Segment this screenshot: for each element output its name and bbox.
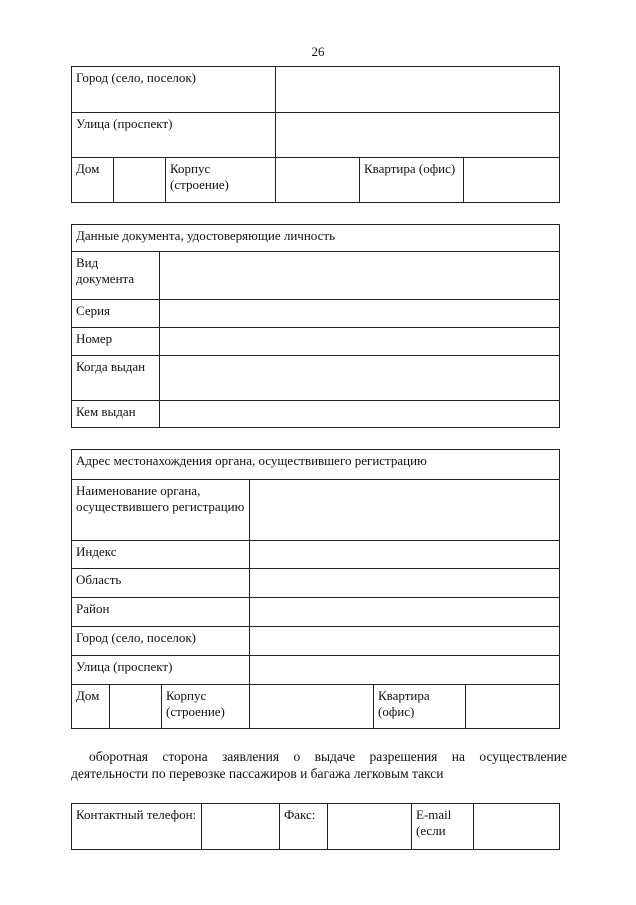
apartment-value-cell[interactable]	[464, 158, 560, 203]
authority-city-value-cell[interactable]	[250, 627, 560, 656]
email-label: E-mail (если	[416, 807, 452, 838]
apartment-label: Квартира (офис)	[364, 161, 456, 176]
house-label-cell	[72, 158, 114, 203]
authority-street-value-cell[interactable]	[250, 656, 560, 685]
issued-when-value-cell[interactable]	[160, 356, 560, 401]
authority-house-value-cell[interactable]	[110, 685, 162, 729]
doc-type-value-cell[interactable]	[160, 252, 560, 300]
street-value-cell[interactable]	[276, 113, 560, 158]
district-label: Район	[76, 601, 110, 616]
house-value-cell[interactable]	[114, 158, 166, 203]
region-value-cell[interactable]	[250, 569, 560, 598]
authority-building-label: Корпус (строение)	[166, 688, 225, 719]
number-label-cell	[72, 328, 160, 356]
city-label: Город (село, поселок)	[76, 70, 196, 85]
index-label-cell	[72, 541, 250, 569]
region-label: Область	[76, 572, 122, 587]
email-value-cell[interactable]	[474, 804, 560, 850]
address-table	[71, 66, 560, 203]
series-value-cell[interactable]	[160, 300, 560, 328]
authority-city-label-cell	[72, 627, 250, 656]
fax-label: Факс:	[284, 807, 316, 822]
phone-label-cell	[72, 804, 202, 850]
building-label: Корпус (строение)	[170, 161, 229, 192]
email-label-cell	[412, 804, 474, 850]
authority-name-label: Наименование органа, осуществившего регистрацию	[76, 483, 245, 514]
reverse-side-note-text: оборотная сторона заявления о выдаче разрешения на осуществление деятельности по перевозке пассажиров и багажа легковым такси	[71, 749, 567, 781]
authority-city-label: Город (село, поселок)	[76, 630, 196, 645]
contacts-table	[71, 803, 560, 850]
reverse-side-note	[71, 749, 567, 783]
city-label-cell	[72, 67, 276, 113]
district-value-cell[interactable]	[250, 598, 560, 627]
index-label: Индекс	[76, 544, 117, 559]
fax-value-cell[interactable]	[328, 804, 412, 850]
street-label-cell	[72, 113, 276, 158]
identity-document-title-cell	[72, 225, 560, 252]
number-label: Номер	[76, 331, 113, 346]
authority-name-value-cell[interactable]	[250, 480, 560, 541]
authority-building-label-cell	[162, 685, 250, 729]
authority-name-label-cell	[72, 480, 250, 541]
street-label: Улица (проспект)	[76, 116, 173, 131]
doc-type-label-cell	[72, 252, 160, 300]
identity-document-table	[71, 224, 560, 428]
authority-building-value-cell[interactable]	[250, 685, 374, 729]
house-label: Дом	[76, 161, 100, 176]
phone-value-cell[interactable]	[202, 804, 280, 850]
index-value-cell[interactable]	[250, 541, 560, 569]
apartment-label-cell	[360, 158, 464, 203]
issued-by-label-cell	[72, 401, 160, 428]
identity-document-title: Данные документа, удостоверяющие личность	[76, 228, 335, 243]
authority-apartment-label: Квартира (офис)	[378, 688, 430, 719]
phone-label: Контактный телефон:	[76, 807, 197, 822]
authority-street-label-cell	[72, 656, 250, 685]
city-value-cell[interactable]	[276, 67, 560, 113]
issued-when-label-cell	[72, 356, 160, 401]
issued-by-label: Кем выдан	[76, 404, 136, 419]
authority-street-label: Улица (проспект)	[76, 659, 173, 674]
building-value-cell[interactable]	[276, 158, 360, 203]
issued-by-value-cell[interactable]	[160, 401, 560, 428]
region-label-cell	[72, 569, 250, 598]
authority-house-label: Дом	[76, 688, 100, 703]
building-label-cell	[166, 158, 276, 203]
issued-when-label: Когда выдан	[76, 359, 146, 374]
authority-apartment-label-cell	[374, 685, 466, 729]
number-value-cell[interactable]	[160, 328, 560, 356]
series-label-cell	[72, 300, 160, 328]
registration-authority-title: Адрес местонахождения органа, осуществившего регистрацию	[76, 453, 427, 468]
registration-authority-title-cell	[72, 450, 560, 480]
series-label: Серия	[76, 303, 111, 318]
authority-house-label-cell	[72, 685, 110, 729]
authority-apartment-value-cell[interactable]	[466, 685, 560, 729]
doc-type-label: Вид документа	[76, 255, 135, 286]
registration-authority-table	[71, 449, 560, 729]
page-number: 26	[311, 44, 325, 59]
fax-label-cell	[280, 804, 328, 850]
district-label-cell	[72, 598, 250, 627]
